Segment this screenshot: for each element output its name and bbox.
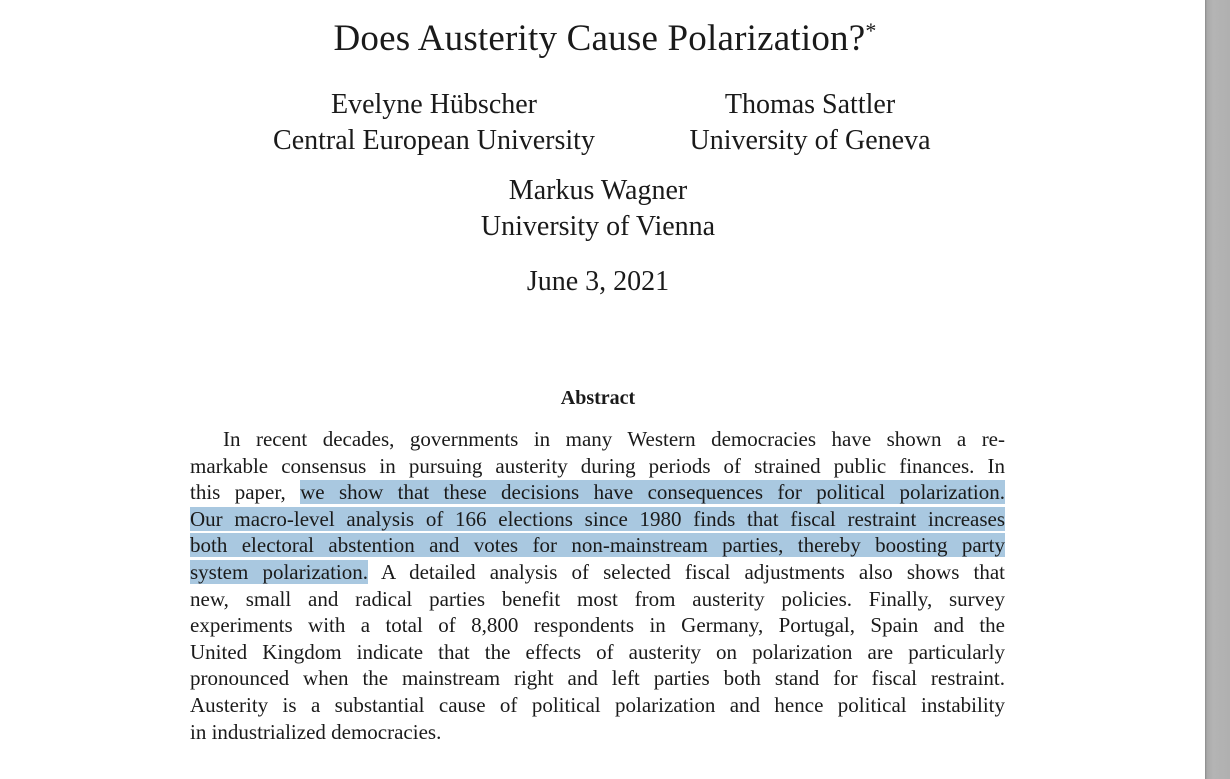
- author-affiliation: Central European University: [273, 125, 595, 156]
- paper-title-text: Does Austerity Cause Polarization?: [333, 18, 866, 59]
- abstract-text: In recent decades, governments in many Western democracies have shown a re-: [223, 427, 1005, 451]
- highlighted-text[interactable]: both electoral abstention and votes for non-mainstream parties, thereby boosting party: [190, 533, 1005, 558]
- abstract-line: [190, 479, 1005, 506]
- highlighted-text[interactable]: system polarization.: [190, 560, 369, 584]
- highlighted-text[interactable]: we show that these decisions have consequences for political polarization.: [300, 480, 1005, 505]
- author-name: Markus Wagner: [508, 175, 688, 206]
- author-affiliation: University of Vienna: [480, 211, 716, 242]
- abstract-line: [190, 692, 1005, 719]
- abstract-text: markable consensus in pursuing austerity during periods of strained public finances. In: [190, 453, 1005, 478]
- author-affiliation: University of Geneva: [689, 125, 931, 156]
- paper-date: June 3, 2021: [526, 266, 670, 297]
- abstract-text: A detailed analysis of selected fiscal adjustments also shows that: [368, 560, 1005, 584]
- abstract-line: [190, 719, 1005, 746]
- abstract-text: United Kingdom indicate that the effects of austerity on polarization are particularly: [190, 639, 1005, 664]
- abstract-text: Austerity is a substantial cause of political polarization and hence political instability: [190, 693, 1005, 717]
- abstract-line: [190, 559, 1005, 586]
- abstract-line: [190, 506, 1005, 533]
- abstract-heading: Abstract: [560, 387, 636, 409]
- abstract-line: [190, 639, 1005, 666]
- abstract-text: experiments with a total of 8,800 respondents in Germany, Portugal, Spain and the: [190, 613, 1005, 638]
- abstract-text: new, small and radical parties benefit most from austerity policies. Finally, survey: [190, 586, 1005, 611]
- abstract-line: [190, 665, 1005, 692]
- abstract-line: [190, 453, 1005, 480]
- abstract-text: this paper,: [190, 480, 301, 505]
- title-footnote-mark: *: [865, 18, 877, 43]
- abstract-line: [190, 586, 1005, 613]
- abstract-line: [190, 612, 1005, 639]
- author-name: Evelyne Hübscher: [330, 89, 538, 120]
- highlighted-text[interactable]: Our macro-level analysis of 166 elections since 1980 finds that fiscal restraint increases: [190, 506, 1005, 531]
- author-block-2: [660, 87, 960, 159]
- vertical-scrollbar[interactable]: [1205, 0, 1230, 779]
- author-block-3: [398, 173, 798, 245]
- paper-title: [0, 8, 1210, 62]
- abstract-line: [190, 426, 1005, 453]
- abstract-text: pronounced when the mainstream right and left parties both stand for fiscal restraint.: [190, 666, 1005, 691]
- author-name: Thomas Sattler: [724, 89, 896, 120]
- abstract-text: in industrialized democracies.: [190, 719, 442, 744]
- abstract-line: [190, 532, 1005, 559]
- author-block-1: [230, 87, 638, 159]
